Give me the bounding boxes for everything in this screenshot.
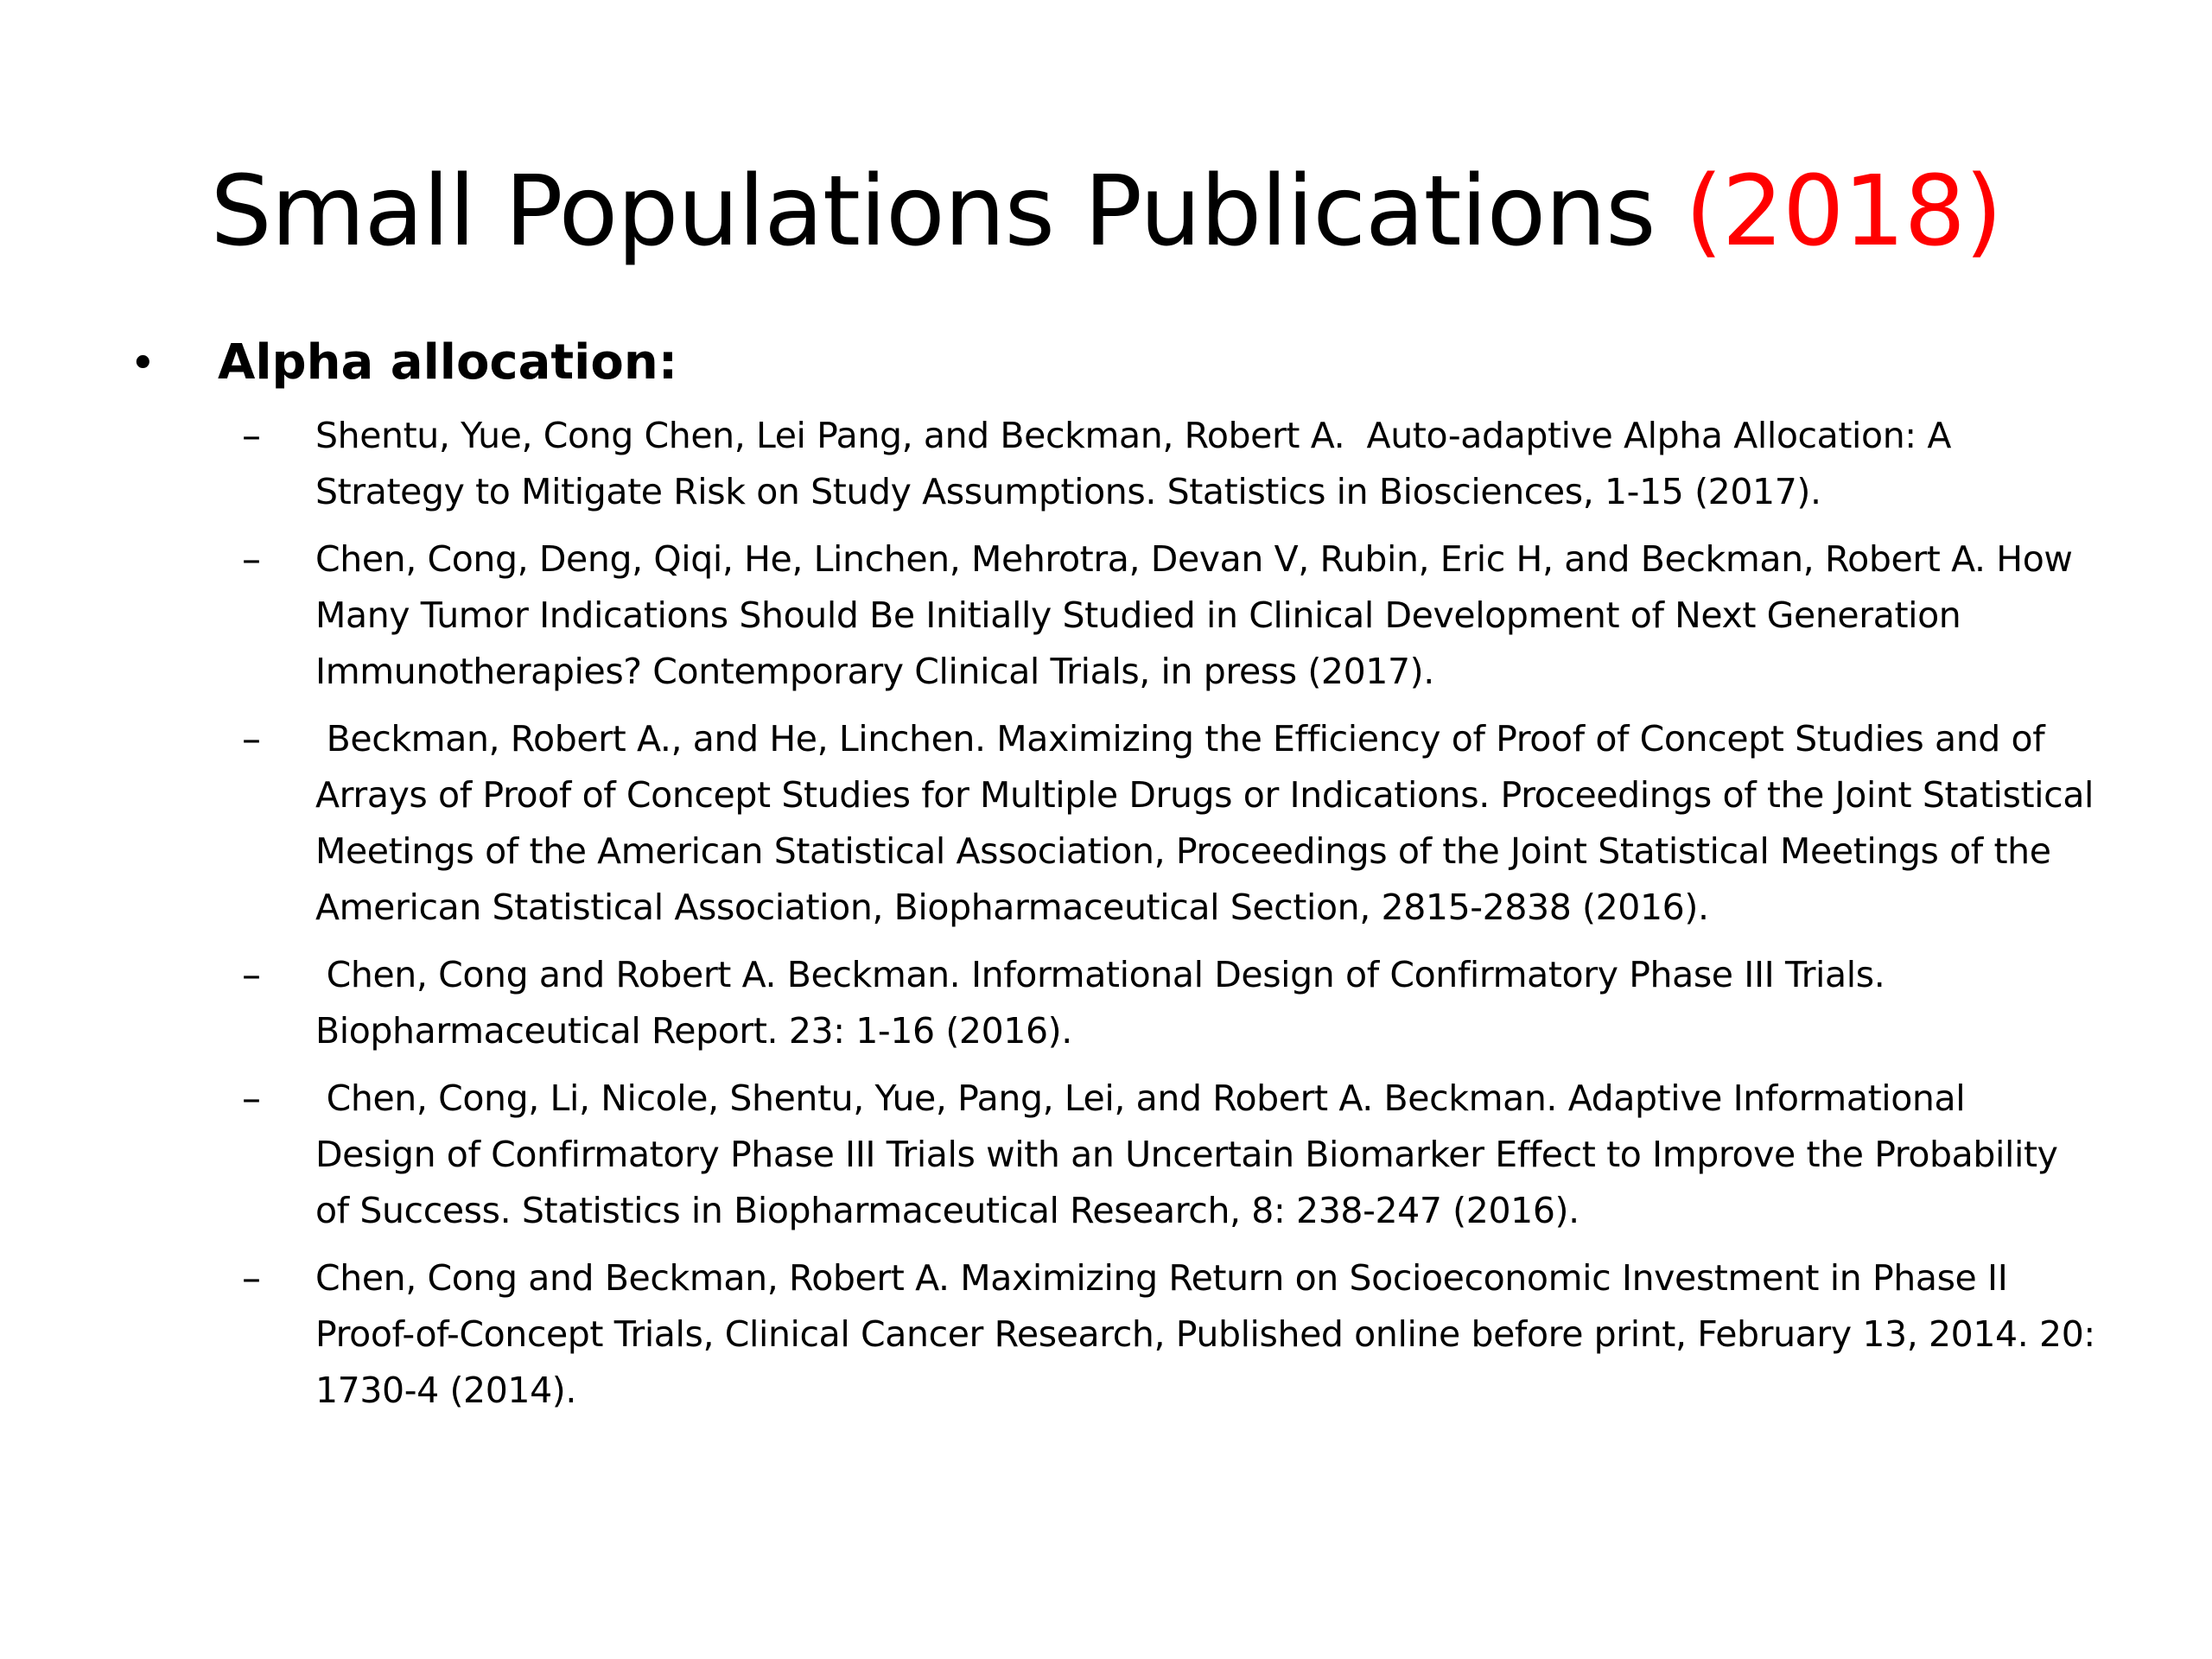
reference-text: Chen, Cong and Beckman, Robert A. Maximizing Return on Socioeconomic Investment in Phase II Proof-of-Concept Trials, Clinical Cancer Research, Published online before print, February 13, 2014. 20: 1730-4 (2014). [315, 1257, 2107, 1411]
slide-body [130, 324, 2117, 1430]
reference-item [130, 1071, 2117, 1239]
slide-title-text: Small Populations Publications [210, 156, 1686, 268]
dash-icon: – [242, 537, 261, 582]
reference-text: Chen, Cong, Li, Nicole, Shentu, Yue, Pang, Lei, and Robert A. Beckman. Adaptive Informational Design of Confirmatory Phase III Trials with an Uncertain Biomarker Effect to Improve the Probability of Success. Statistics in Biopharmaceutical Research, 8: 238-247 (2016). [315, 1077, 2069, 1231]
reference-text: Shentu, Yue, Cong Chen, Lei Pang, and Beckman, Robert A. Auto-adaptive Alpha Allocation: A Strategy to Mitigate Risk on Study Assumptions. Statistics in Biosciences, 1-15 (2017). [315, 415, 1962, 512]
reference-item [130, 947, 2117, 1059]
reference-item [130, 711, 2117, 936]
reference-item [130, 531, 2117, 700]
reference-item [130, 1250, 2117, 1419]
reference-text: Chen, Cong and Robert A. Beckman. Informational Design of Confirmatory Phase III Trials. Biopharmaceutical Report. 23: 1-16 (2016). [315, 954, 1896, 1052]
reference-text: Chen, Cong, Deng, Qiqi, He, Linchen, Mehrotra, Devan V, Rubin, Eric H, and Beckman, Robert A. How Many Tumor Indications Should Be Initially Studied in Clinical Development of Next Generation Immunotherapies? Contemporary Clinical Trials, in press (2017). [315, 538, 2084, 692]
reference-text: Beckman, Robert A., and He, Linchen. Maximizing the Efficiency of Proof of Concept Studies and of Arrays of Proof of Concept Studies for Multiple Drugs or Indications. Proceedings of the Joint Statistical Meetings of the American Statistical Association, Proceedings of the Joint Statistical Meetings of the American Statistical Association, Biopharmaceutical Section, 2815-2838 (2016). [315, 718, 2105, 928]
dash-icon: – [242, 953, 261, 997]
slide-title-year: (2018) [1685, 156, 2002, 268]
section-heading: Alpha allocation: [218, 334, 678, 391]
section-item [130, 324, 2117, 403]
dash-icon: – [242, 1256, 261, 1300]
reference-item [130, 408, 2117, 520]
slide-title [0, 143, 2212, 281]
dash-icon: – [242, 414, 261, 458]
dash-icon: – [242, 717, 261, 761]
dash-icon: – [242, 1077, 261, 1121]
bullet-icon: • [130, 338, 156, 390]
reference-list [130, 408, 2117, 1419]
